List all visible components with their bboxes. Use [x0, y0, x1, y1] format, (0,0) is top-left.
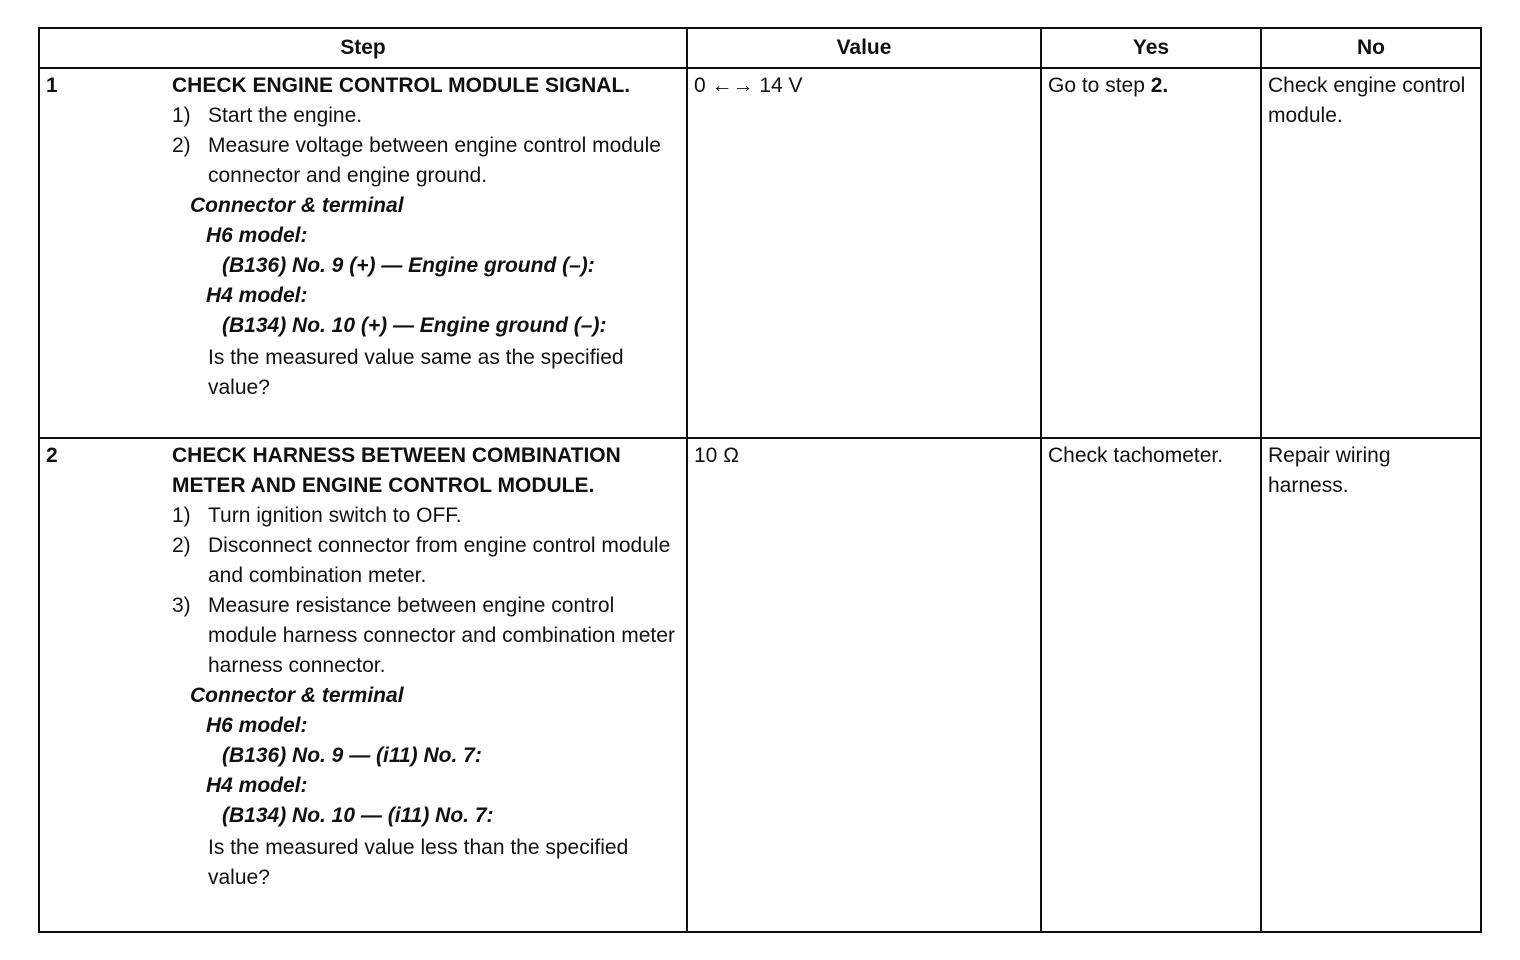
step-title: CHECK ENGINE CONTROL MODULE SIGNAL. — [172, 74, 631, 97]
step-body — [172, 441, 680, 893]
step-number: 1 — [46, 74, 58, 97]
substep — [172, 101, 680, 131]
yes-cell: Check tachometer. — [1041, 438, 1261, 932]
h6-terminal: (B136) No. 9 — (i11) No. 7: — [222, 744, 482, 767]
step-body — [172, 71, 680, 403]
header-step: Step — [39, 28, 687, 68]
substep-number: 1) — [172, 104, 191, 127]
h4-model-label: H4 model: — [206, 284, 308, 307]
no-cell: Check engine control module. — [1261, 68, 1481, 438]
substep — [172, 131, 680, 191]
step-title: CHECK HARNESS BETWEEN COMBINATION METER AND ENGINE CONTROL MODULE. — [172, 444, 621, 497]
step-question: Is the measured value less than the specified value? — [208, 836, 629, 889]
h4-terminal: (B134) No. 10 (+) — Engine ground (–): — [222, 314, 607, 337]
connector-heading: Connector & terminal — [190, 194, 404, 217]
header-no: No — [1261, 28, 1481, 68]
substep-number: 3) — [172, 594, 191, 617]
h6-model-label: H6 model: — [206, 224, 308, 247]
h4-terminal: (B134) No. 10 — (i11) No. 7: — [222, 804, 494, 827]
header-yes: Yes — [1041, 28, 1261, 68]
substep-text: Measure voltage between engine control module connector and engine ground. — [208, 134, 661, 187]
yes-cell — [1041, 68, 1261, 438]
no-cell: Repair wiring harness. — [1261, 438, 1481, 932]
step-cell — [39, 68, 687, 438]
substep-text: Disconnect connector from engine control module and combination meter. — [208, 534, 671, 587]
step-question: Is the measured value same as the specified value? — [208, 346, 624, 399]
substep-number: 1) — [172, 504, 191, 527]
yes-text: Go to step — [1048, 74, 1151, 97]
h6-model-label: H6 model: — [206, 714, 308, 737]
step-cell — [39, 438, 687, 932]
substep — [172, 591, 680, 681]
connector-heading: Connector & terminal — [190, 684, 404, 707]
value-cell: 10 Ω — [687, 438, 1041, 932]
header-value: Value — [687, 28, 1041, 68]
yes-step-ref: 2. — [1150, 74, 1169, 97]
h4-model-label: H4 model: — [206, 774, 308, 797]
substep-number: 2) — [172, 534, 191, 557]
substep-number: 2) — [172, 134, 191, 157]
value-cell: 0 ←→ 14 V — [687, 68, 1041, 438]
table-row — [39, 438, 1481, 932]
substep — [172, 501, 680, 531]
substep-text: Turn ignition switch to OFF. — [208, 504, 462, 527]
header-row — [39, 28, 1481, 68]
step-number: 2 — [46, 444, 58, 467]
table-row — [39, 68, 1481, 438]
substep — [172, 531, 680, 591]
substep-text: Start the engine. — [208, 104, 363, 127]
substep-text: Measure resistance between engine control module harness connector and combination meter harness connector. — [208, 594, 675, 677]
h6-terminal: (B136) No. 9 (+) — Engine ground (–): — [222, 254, 595, 277]
diagnostic-table — [38, 27, 1482, 933]
